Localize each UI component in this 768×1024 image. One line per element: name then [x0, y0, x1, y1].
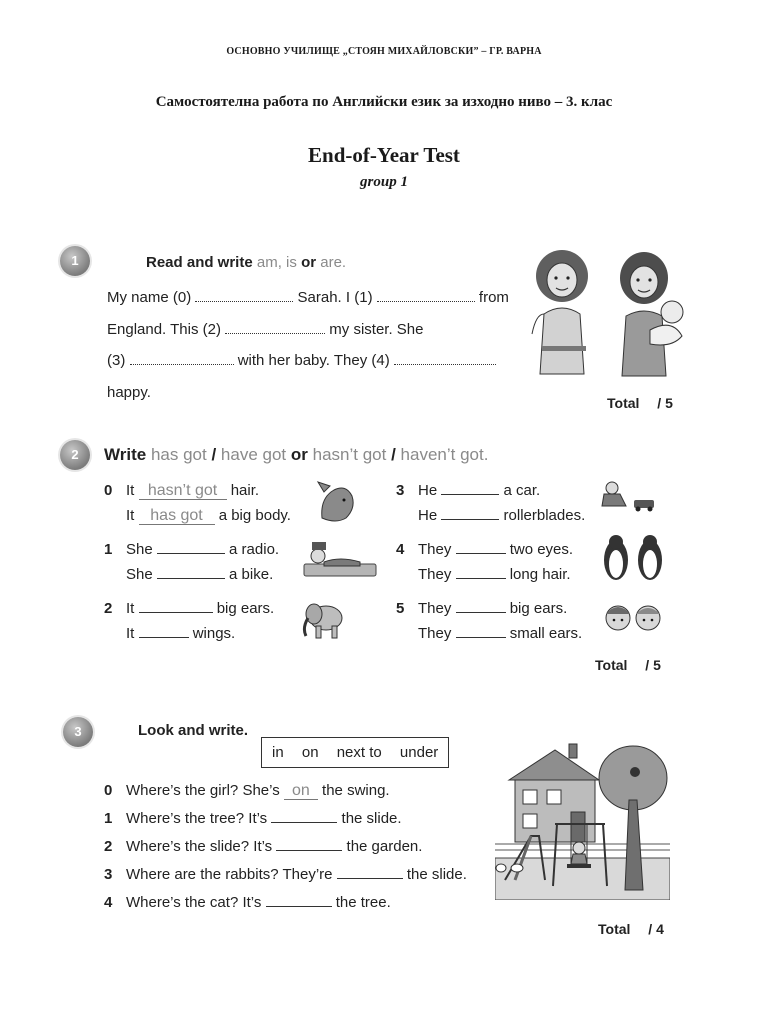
exercise-2-instruction — [104, 445, 488, 465]
item-text: Where’s the cat? It’s — [126, 894, 262, 911]
item-text: Where are the rabbits? They’re — [126, 866, 333, 883]
boy-with-toy-car-icon — [598, 480, 662, 514]
ex2-blank[interactable] — [456, 625, 506, 638]
ex2-blank[interactable] — [456, 600, 506, 613]
exercise-1-instruction — [146, 254, 346, 271]
children-faces-icon — [602, 600, 664, 640]
ex3-item-4 — [104, 894, 391, 911]
item-text: a car. — [503, 482, 541, 499]
house-garden-scene — [495, 740, 670, 900]
item-text: the swing. — [322, 782, 390, 799]
item-text: She — [126, 541, 153, 558]
ex3-item-0 — [104, 782, 390, 800]
whale-icon — [316, 478, 360, 526]
word-option: in — [272, 744, 284, 761]
ex3-item-1 — [104, 810, 402, 827]
instr-text: Read and write — [146, 254, 253, 271]
exercise-2-badge: 2 — [60, 440, 90, 470]
ex2-blank[interactable] — [441, 507, 499, 520]
ex1-blank-0[interactable] — [195, 289, 293, 302]
item-text: They — [418, 566, 452, 583]
school-name: ОСНОВНО УЧИЛИЩЕ „СТОЯН МИХАЙЛОВСКИ” – ГР. ВАРНА — [226, 46, 542, 57]
ex2-item-0-line-a — [104, 482, 259, 500]
ex2-item-5-line-a — [396, 600, 567, 617]
ex3-item-2 — [104, 838, 422, 855]
item-number: 0 — [104, 782, 113, 799]
item-number: 1 — [104, 541, 113, 558]
instr-slash: / — [211, 445, 217, 464]
ex2-item-4-line-a — [396, 541, 573, 558]
total-label: Total — [598, 921, 631, 937]
item-number: 4 — [104, 894, 113, 911]
total-label: Total — [595, 657, 628, 673]
ex1-text: (3) — [107, 352, 126, 369]
ex1-line-3 — [107, 352, 496, 369]
item-text: the garden. — [346, 838, 423, 855]
instr-write: Write — [104, 445, 147, 464]
ex1-text: with her baby. They (4) — [237, 352, 390, 369]
ex1-line-1 — [107, 289, 509, 306]
ex2-item-1-line-a — [104, 541, 279, 558]
instr-are: are. — [320, 254, 347, 271]
item-text: She — [126, 566, 153, 583]
item-text: wings. — [192, 625, 236, 642]
ex1-line-4: happy. — [107, 384, 151, 401]
ex3-total — [598, 921, 664, 937]
test-title: End-of-Year Test — [308, 143, 460, 167]
instr-or: or — [301, 254, 317, 271]
exercise-3-instruction: Look and write. — [138, 722, 249, 739]
ex1-blank-2[interactable] — [225, 321, 325, 334]
item-text: the slide. — [341, 810, 402, 827]
item-number: 3 — [104, 866, 113, 883]
item-text: They — [418, 625, 452, 642]
ex2-item-2-line-b — [104, 625, 235, 642]
ex3-item-3 — [104, 866, 467, 883]
instr-slash: / — [391, 445, 396, 464]
exercise-1-badge: 1 — [60, 246, 90, 276]
instr-havent-got: haven’t got. — [400, 445, 489, 464]
word-option: under — [399, 744, 439, 761]
item-text: They — [418, 600, 452, 617]
item-text: It — [126, 600, 135, 617]
item-text: the tree. — [335, 894, 391, 911]
item-number: 3 — [396, 482, 405, 499]
word-option: on — [301, 744, 319, 761]
test-group: group 1 — [360, 174, 408, 190]
item-text: two eyes. — [509, 541, 574, 558]
test-subtitle: Самостоятелна работа по Английски език за изходно ниво – 3. клас — [155, 94, 613, 110]
item-text: Where’s the girl? She’s — [126, 782, 280, 799]
item-text: Where’s the slide? It’s — [126, 838, 273, 855]
ex2-item-3-line-b — [396, 507, 585, 524]
ex2-blank[interactable] — [139, 625, 189, 638]
item-text: Where’s the tree? It’s — [126, 810, 268, 827]
item-text: a bike. — [229, 566, 274, 583]
item-number: 4 — [396, 541, 405, 558]
instr-have-got: have got — [220, 445, 287, 464]
item-text: a big body. — [218, 507, 291, 524]
item-text: It — [126, 507, 135, 524]
item-text: long hair. — [509, 566, 571, 583]
item-text: the slide. — [406, 866, 467, 883]
item-number: 0 — [104, 482, 113, 499]
item-text: He — [418, 482, 438, 499]
ex2-blank[interactable] — [456, 566, 506, 579]
item-text: small ears. — [509, 625, 583, 642]
ex3-blank[interactable] — [276, 838, 342, 851]
ex1-blank-4[interactable] — [394, 352, 496, 365]
ex1-text: Sarah. I (1) — [297, 289, 373, 306]
ex2-blank[interactable] — [441, 482, 499, 495]
ex2-blank[interactable] — [456, 541, 506, 554]
ex2-total — [595, 657, 661, 673]
item-text: hair. — [230, 482, 260, 499]
total-score: / 5 — [645, 657, 661, 673]
instr-hasnt-got: hasn’t got — [312, 445, 387, 464]
instr-am-is: am, is — [256, 254, 297, 271]
women-with-baby-illustration — [522, 248, 692, 378]
item-text: It — [126, 482, 135, 499]
ex1-total — [607, 395, 673, 411]
ex1-blank-1[interactable] — [377, 289, 475, 302]
total-label: Total — [607, 395, 640, 411]
ex2-item-4-line-b — [396, 566, 571, 583]
elephant-icon — [300, 598, 348, 642]
ex3-blank[interactable] — [337, 866, 403, 879]
ex2-item-2-line-a — [104, 600, 274, 617]
item-text: It — [126, 625, 135, 642]
exercise-3-badge: 3 — [63, 717, 93, 747]
item-text: He — [418, 507, 438, 524]
example-answer: hasn’t got — [139, 483, 227, 500]
item-number: 1 — [104, 810, 113, 827]
ex2-item-3-line-a — [396, 482, 540, 499]
penguins-icon — [598, 532, 670, 584]
ex3-blank[interactable] — [266, 894, 332, 907]
ex2-item-5-line-b — [396, 625, 582, 642]
ex2-blank[interactable] — [139, 600, 213, 613]
total-score: / 4 — [648, 921, 664, 937]
example-answer: on — [284, 783, 318, 800]
instr-has-got: has got — [150, 445, 207, 464]
ex2-item-0-line-b — [104, 507, 291, 525]
ex1-text: my sister. She — [329, 321, 424, 338]
instr-or: or — [290, 445, 308, 464]
word-option: next to — [336, 744, 382, 761]
item-number: 5 — [396, 600, 405, 617]
item-text: rollerblades. — [503, 507, 586, 524]
ex1-text: from — [478, 289, 509, 306]
ex1-text: My name (0) — [107, 289, 192, 306]
ex2-blank[interactable] — [157, 566, 225, 579]
item-number: 2 — [104, 838, 113, 855]
item-text: big ears. — [509, 600, 568, 617]
ex3-blank[interactable] — [271, 810, 337, 823]
ex2-item-1-line-b — [104, 566, 273, 583]
item-text: They — [418, 541, 452, 558]
ex1-text: England. This (2) — [107, 321, 221, 338]
item-text: big ears. — [216, 600, 275, 617]
total-score: / 5 — [657, 395, 673, 411]
ex1-blank-3[interactable] — [130, 352, 234, 365]
girl-with-radio-icon — [300, 540, 380, 580]
ex2-blank[interactable] — [157, 541, 225, 554]
ex1-line-2 — [107, 321, 424, 338]
item-number: 2 — [104, 600, 113, 617]
example-answer: has got — [139, 508, 215, 525]
word-box — [261, 737, 449, 768]
item-text: a radio. — [229, 541, 280, 558]
